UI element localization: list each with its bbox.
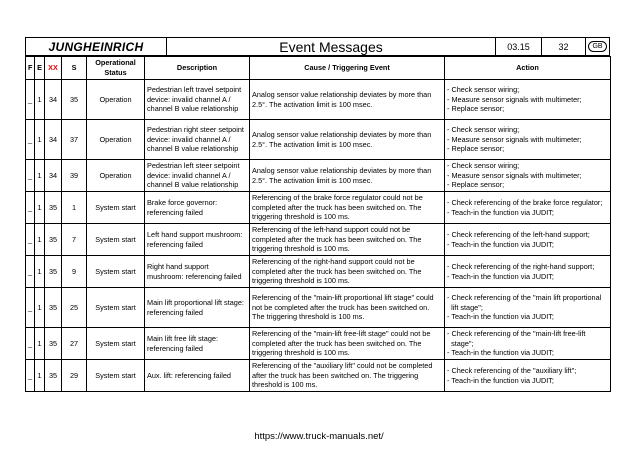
cell-cause: Referencing of the "main-lift proportional lift stage" could not be completed after the truck has been switched on. The triggering threshold is 100 ms. (250, 288, 445, 328)
table-row (26, 160, 611, 192)
cell-f: _ (26, 256, 35, 288)
cell-s: 1 (62, 192, 87, 224)
cell-s: 37 (62, 120, 87, 160)
table-row (26, 256, 611, 288)
jungheinrich-logo: JUNGHEINRICH (26, 38, 167, 55)
page-number: 32 (542, 38, 586, 55)
cell-e: 1 (35, 224, 45, 256)
cell-operational-status: System start (87, 256, 145, 288)
cell-xx: 34 (45, 80, 62, 120)
document-header (25, 37, 610, 56)
cell-cause: Referencing of the left-hand support could not be completed after the truck has been switched on. The triggering threshold is 100 ms. (250, 224, 445, 256)
cell-action: - Check referencing of the "auxiliary lift"; - Teach-in the function via JUDIT; (445, 360, 611, 392)
cell-e: 1 (35, 192, 45, 224)
table-header-row (26, 57, 611, 80)
cell-operational-status: Operation (87, 120, 145, 160)
cell-e: 1 (35, 360, 45, 392)
column-header-action: Action (445, 57, 611, 80)
cell-action: - Check referencing of the brake force regulator; - Teach-in the function via JUDIT; (445, 192, 611, 224)
cell-description: Pedestrian left steer setpoint device: invalid channel A / channel B value relationship (145, 160, 250, 192)
cell-operational-status: System start (87, 288, 145, 328)
cell-cause: Referencing of the brake force regulator could not be completed after the truck has been switched on. The triggering threshold is 100 ms. (250, 192, 445, 224)
column-header-s: S (62, 57, 87, 80)
cell-operational-status: Operation (87, 80, 145, 120)
cell-s: 27 (62, 328, 87, 360)
column-header-e: E (35, 57, 45, 80)
cell-description: Left hand support mushroom: referencing failed (145, 224, 250, 256)
cell-f: _ (26, 120, 35, 160)
footer-url: https://www.truck-manuals.net/ (254, 431, 384, 442)
table-row (26, 224, 611, 256)
cell-description: Main lift proportional lift stage: referencing failed (145, 288, 250, 328)
cell-action: - Check sensor wiring; - Measure sensor signals with multimeter; - Replace sensor; (445, 120, 611, 160)
cell-action: - Check sensor wiring; - Measure sensor signals with multimeter; - Replace sensor; (445, 160, 611, 192)
cell-s: 7 (62, 224, 87, 256)
cell-action: - Check sensor wiring; - Measure sensor signals with multimeter; - Replace sensor; (445, 80, 611, 120)
table-row (26, 120, 611, 160)
cell-xx: 34 (45, 120, 62, 160)
cell-f: _ (26, 360, 35, 392)
cell-description: Aux. lift: referencing failed (145, 360, 250, 392)
document-date: 03.15 (496, 38, 542, 55)
cell-xx: 35 (45, 360, 62, 392)
cell-description: Pedestrian right steer setpoint device: invalid channel A / channel B value relationship (145, 120, 250, 160)
language-badge: GB (588, 41, 606, 52)
table-row (26, 288, 611, 328)
column-header-description: Description (145, 57, 250, 80)
column-header-operational-status: Operational Status (87, 57, 145, 80)
cell-operational-status: Operation (87, 160, 145, 192)
cell-e: 1 (35, 256, 45, 288)
cell-cause: Analog sensor value relationship deviates by more than 2.5°. The activation limit is 100 msec. (250, 80, 445, 120)
cell-description: Brake force governor: referencing failed (145, 192, 250, 224)
cell-operational-status: System start (87, 360, 145, 392)
cell-xx: 34 (45, 160, 62, 192)
language-cell (586, 38, 609, 55)
cell-cause: Referencing of the right-hand support could not be completed after the truck has been switched on. The triggering threshold is 100 ms. (250, 256, 445, 288)
cell-operational-status: System start (87, 328, 145, 360)
cell-e: 1 (35, 80, 45, 120)
table-row (26, 360, 611, 392)
cell-xx: 35 (45, 224, 62, 256)
cell-s: 29 (62, 360, 87, 392)
cell-action: - Check referencing of the "main-lift free-lift stage"; - Teach-in the function via JUDIT; (445, 328, 611, 360)
column-header-f: F (26, 57, 35, 80)
cell-description: Pedestrian left travel setpoint device: invalid channel A / channel B value relationship (145, 80, 250, 120)
cell-s: 9 (62, 256, 87, 288)
cell-f: _ (26, 288, 35, 328)
cell-e: 1 (35, 120, 45, 160)
cell-e: 1 (35, 328, 45, 360)
cell-e: 1 (35, 288, 45, 328)
event-messages-table (25, 56, 611, 392)
cell-f: _ (26, 160, 35, 192)
table-row (26, 192, 611, 224)
column-header-cause: Cause / Triggering Event (250, 57, 445, 80)
cell-action: - Check referencing of the right-hand support; - Teach-in the function via JUDIT; (445, 256, 611, 288)
cell-action: - Check referencing of the "main lift proportional lift stage"; - Teach-in the function via JUDIT; (445, 288, 611, 328)
cell-f: _ (26, 80, 35, 120)
cell-e: 1 (35, 160, 45, 192)
cell-f: _ (26, 192, 35, 224)
cell-s: 35 (62, 80, 87, 120)
cell-operational-status: System start (87, 192, 145, 224)
page-title: Event Messages (167, 38, 496, 55)
table-row (26, 328, 611, 360)
table-row (26, 80, 611, 120)
cell-s: 39 (62, 160, 87, 192)
cell-xx: 35 (45, 192, 62, 224)
column-header-xx: XX (45, 57, 62, 80)
cell-s: 25 (62, 288, 87, 328)
cell-xx: 35 (45, 256, 62, 288)
cell-xx: 35 (45, 288, 62, 328)
cell-cause: Referencing of the "auxiliary lift" could not be completed after the truck has been switched on. The triggering threshold is 100 ms. (250, 360, 445, 392)
cell-operational-status: System start (87, 224, 145, 256)
cell-cause: Analog sensor value relationship deviates by more than 2.5°. The activation limit is 100 msec. (250, 160, 445, 192)
cell-f: _ (26, 328, 35, 360)
cell-cause: Analog sensor value relationship deviates by more than 2.5°. The activation limit is 100 msec. (250, 120, 445, 160)
cell-xx: 35 (45, 328, 62, 360)
cell-description: Main lift free lift stage: referencing failed (145, 328, 250, 360)
cell-description: Right hand support mushroom: referencing failed (145, 256, 250, 288)
cell-f: _ (26, 224, 35, 256)
cell-action: - Check referencing of the left-hand support; - Teach-in the function via JUDIT; (445, 224, 611, 256)
cell-cause: Referencing of the "main-lift free-lift stage" could not be completed after the truck has been switched on. The triggering threshold is 100 ms. (250, 328, 445, 360)
